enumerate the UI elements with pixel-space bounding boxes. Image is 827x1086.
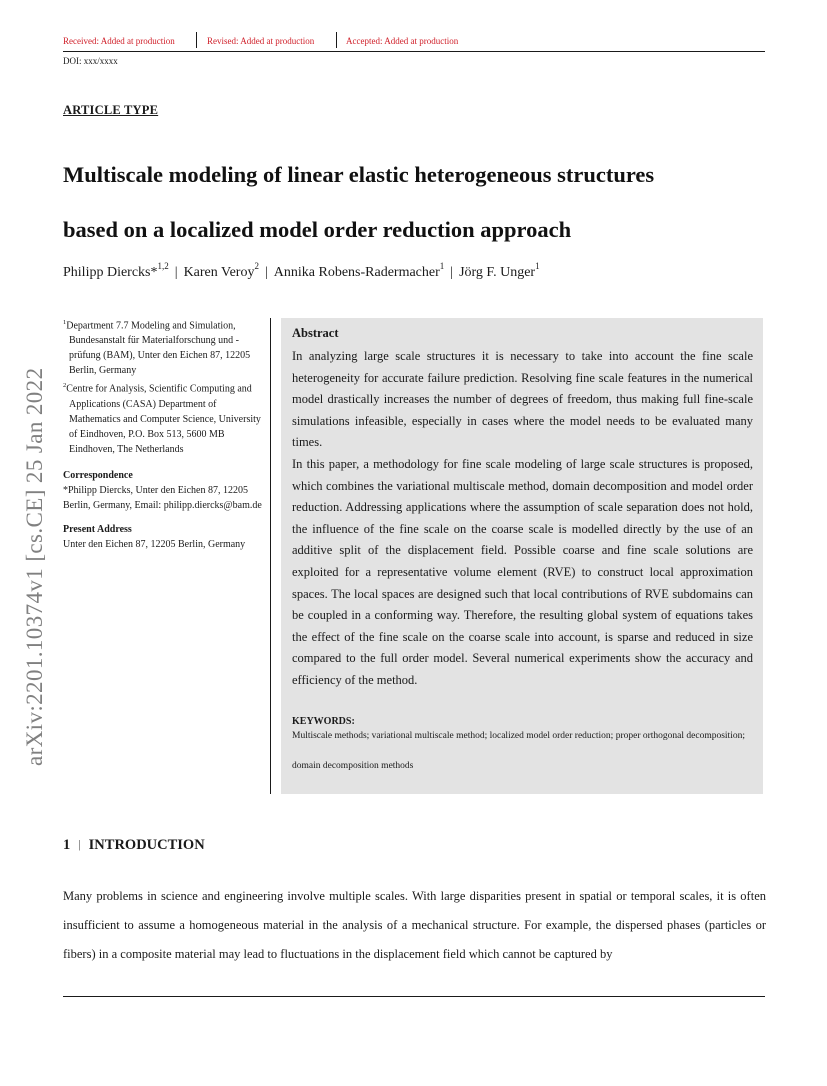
abstract-paragraph: In this paper, a methodology for fine scale modeling of large scale structures is proposed, which combines the variational multiscale method, domain decomposition and model order reduction. Addressing applications where the assumption of scale separation does not hold, the influence of the fine scale on the coarse scale is modelled directly by the use of an additive split of the displacement field. Possible coarse and fine scale solutions are exploited for a representative volume element (RVE) to construct local approximation spaces. The local spaces are designed such that local contributions of RVE subdomains can be coupled in a conforming way. Therefore, the resulting global system of equations takes the effect of the fine scale on the coarse scale into account, is sparse and reduced in size compared to the full order model. Several numerical experiments show the accuracy and efficiency of the method. [292, 456, 753, 687]
section-separator: | [78, 837, 81, 851]
received-date: Received: Added at production [63, 36, 175, 46]
author: Jörg F. Unger$^1$ [459, 261, 540, 280]
abstract-box [281, 318, 763, 794]
keywords-text: Multiscale methods; variational multiscale method; localized model order reduction; proper orthogonal decomposition; domain decomposition methods [292, 730, 745, 771]
author-separator: | [174, 264, 178, 280]
accepted-date: Accepted: Added at production [346, 36, 459, 46]
present-address-text: Unter den Eichen 87, 12205 Berlin, Germany [63, 538, 246, 550]
present-address-heading: Present Address [63, 523, 132, 535]
correspondence-text: *Philipp Diercks, Unter den Eichen 87, 12205 Berlin, Germany, Email: philipp.diercks@bam.de [63, 484, 262, 511]
header-divider [196, 32, 197, 48]
author-separator: | [450, 264, 454, 280]
paper-title [63, 147, 773, 257]
section-heading [63, 837, 205, 854]
keywords-heading: KEYWORDS: [292, 715, 355, 727]
publication-dates-bar [63, 36, 765, 52]
title-line-1: Multiscale modeling of linear elastic heterogeneous structures [63, 162, 655, 187]
correspondence-heading: Correspondence [63, 469, 133, 481]
author: Karen Veroy$^2$ [183, 261, 259, 280]
footer-rule [63, 996, 765, 997]
author-list [63, 262, 773, 281]
column-divider [270, 318, 271, 794]
intro-paragraph: Many problems in science and engineering involve multiple scales. With large disparities present in spatial or temporal scales, it is often insufficient to assume a homogeneous material in the analysis of a mechanical structure. For example, the dispersed phases (particles or fibers) in a composite material may lead to fluctuations in the displacement field which cannot be captured by [63, 889, 766, 961]
revised-date: Revised: Added at production [207, 36, 315, 46]
abstract-heading: Abstract [292, 326, 339, 340]
header-rule [63, 51, 765, 52]
abstract-paragraph: In analyzing large scale structures it is necessary to take into account the fine scale heterogeneity for accurate failure prediction. Resolving fine scale features in the numerical model drastically increases the number of degrees of freedom, thus making full fine-scale simulations infeasible, especially in cases where the model needs to be evaluated many times. [292, 349, 753, 450]
author: Philipp Diercks*$^{1,2}$ [63, 261, 169, 280]
article-type: ARTICLE TYPE [63, 103, 159, 117]
header-divider [336, 32, 337, 48]
doi: DOI: xxx/xxxx [63, 56, 118, 66]
arxiv-identifier: arXiv:2201.10374v1 [cs.CE] 25 Jan 2022 [22, 367, 47, 766]
section-title: INTRODUCTION [88, 837, 205, 853]
author: Annika Robens-Radermacher$^1$ [273, 261, 445, 280]
section-number: 1 [63, 837, 71, 853]
affiliation: $^1$Department 7.7 Modeling and Simulation, Bundesanstalt für Materialforschung und -prüfung (BAM), Unter den Eichen 87, 12205 Berlin, Germany [63, 319, 251, 377]
author-separator: | [264, 264, 268, 280]
affiliation: $^2$Centre for Analysis, Scientific Computing and Applications (CASA) Department of Mathematics and Computer Science, University of Eindhoven, P.O. Box 513, 5600 MB Eindhoven, The Netherlands [63, 382, 261, 455]
title-line-2: based on a localized model order reduction approach [63, 217, 572, 242]
front-matter-sidebar [63, 315, 268, 552]
